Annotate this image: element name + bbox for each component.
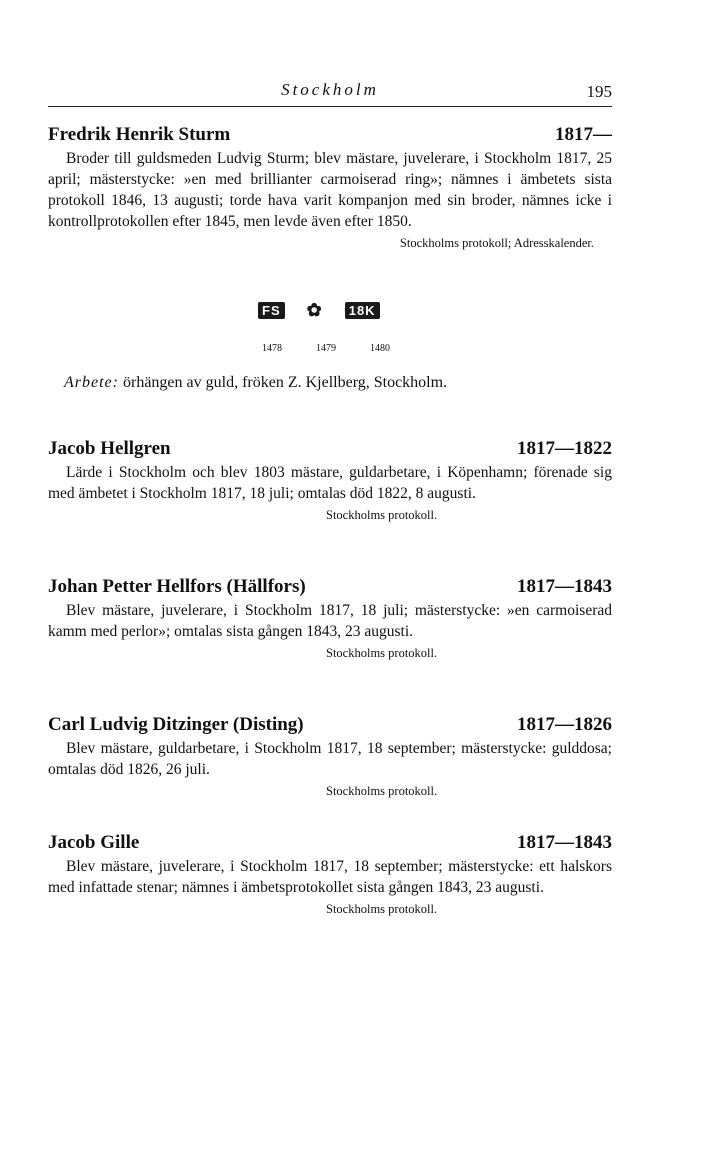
entry-text: Blev mästare, guldarbetare, i Stockholm 1817, 18 september; mästerstycke: gulddosa; omtalas död 1826, 26 juli. <box>48 740 612 778</box>
mark-18k: 18K <box>345 302 380 319</box>
entry-source: Stockholms protokoll. <box>326 646 438 660</box>
entry-source: Stockholms protokoll; Adresskalender. <box>399 236 594 250</box>
entry-years: 1817—1822 <box>517 438 612 459</box>
running-title: Stockholm <box>281 80 379 99</box>
header-rule <box>48 106 612 107</box>
mark-row <box>258 300 458 321</box>
page <box>48 80 612 916</box>
entry-years: 1817—1843 <box>517 576 612 597</box>
entry-head <box>48 714 612 736</box>
entry-years: 1817—1826 <box>517 714 612 735</box>
entry-text: Blev mästare, juvelerare, i Stockholm 1817, 18 september; mästerstycke: ett halskors med infattade stenar; nämnes i ämbetsprotokollet sista gången 1843, 23 augusti. <box>48 858 612 896</box>
entry-text: Blev mästare, juvelerare, i Stockholm 1817, 18 juli; mästerstycke: »en carmoiserad kamm med perlor»; omtalas sista gången 1843, 23 augusti. <box>48 602 612 640</box>
entry-head <box>48 438 612 460</box>
arbete-line <box>64 374 447 392</box>
maker-marks <box>258 300 458 354</box>
entry-name: Johan Petter Hellfors (Hällfors) <box>48 576 306 597</box>
entry-head <box>48 576 612 598</box>
running-head <box>48 80 612 110</box>
mark-flower-icon: ✿ <box>306 300 323 320</box>
mark-number: 1479 <box>316 343 336 354</box>
entry-text: Lärde i Stockholm och blev 1803 mästare, guldarbetare, i Köpenhamn; förenade sig med ämbetet i Stockholm 1817, 18 juli; omtalas död 1822, 8 augusti. <box>48 464 612 502</box>
entry-years: 1817—1843 <box>517 832 612 853</box>
mark-number: 1478 <box>262 343 282 354</box>
entry-name: Carl Ludvig Ditzinger (Disting) <box>48 714 304 735</box>
arbete-text: örhängen av guld, fröken Z. Kjellberg, Stockholm. <box>122 374 448 391</box>
entry-text: Broder till guldsmeden Ludvig Sturm; blev mästare, juvelerare, i Stockholm 1817, 25 april; mästerstycke: »en med brillianter carmoiserad ring»; nämnes i ämbetets sista protokoll 1846, 13 augusti; torde hava varit kompanjon med sin broder, nämnes icke i kontrollprotokollen efter 1845, men levde även efter 1850. <box>48 150 612 230</box>
page-number: 195 <box>586 82 612 101</box>
entry-name: Jacob Gille <box>48 832 140 853</box>
entry-source: Stockholms protokoll. <box>326 508 438 522</box>
arbete-label: Arbete: <box>64 374 119 391</box>
entry-name: Fredrik Henrik Sturm <box>48 124 231 145</box>
entry-head <box>48 124 612 146</box>
entry-name: Jacob Hellgren <box>48 438 171 459</box>
entry-sturm <box>48 124 612 251</box>
entry-hellfors <box>48 576 612 661</box>
mark-number: 1480 <box>370 343 390 354</box>
entry-source: Stockholms protokoll. <box>326 784 438 798</box>
entry-head <box>48 832 612 854</box>
entry-years: 1817— <box>555 124 612 145</box>
entry-source: Stockholms protokoll. <box>326 902 438 916</box>
mark-numbers <box>258 343 458 354</box>
entry-hellgren <box>48 438 612 523</box>
entry-ditzinger <box>48 714 612 799</box>
mark-fs: FS <box>258 302 285 319</box>
entry-gille <box>48 832 612 917</box>
